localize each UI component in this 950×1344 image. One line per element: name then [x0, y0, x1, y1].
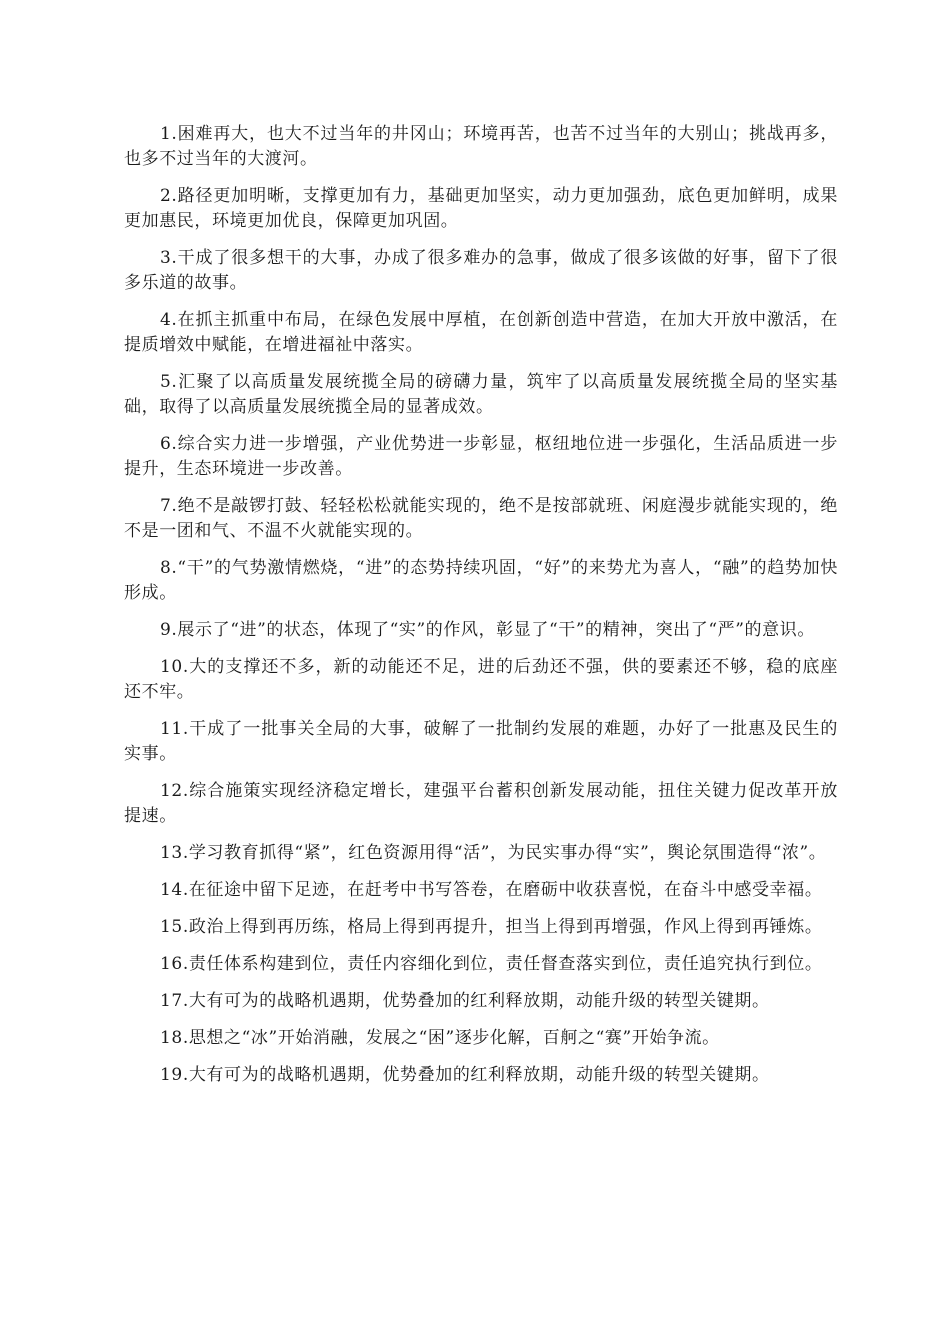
list-item: 7.绝不是敲锣打鼓、轻轻松松就能实现的，绝不是按部就班、闲庭漫步就能实现的，绝不是一团和气、不温不火就能实现的。: [124, 496, 838, 541]
list-item: 12.综合施策实现经济稳定增长，建强平台蓄积创新发展动能，扭住关键力促改革开放提速。: [124, 781, 838, 826]
list-item: 4.在抓主抓重中布局，在绿色发展中厚植，在创新创造中营造，在加大开放中激活，在提质增效中赋能，在增进福祉中落实。: [124, 310, 838, 355]
list-item: 16.责任体系构建到位，责任内容细化到位，责任督查落实到位，责任追究执行到位。: [160, 954, 823, 974]
list-item: 17.大有可为的战略机遇期，优势叠加的红利释放期，动能升级的转型关键期。: [160, 991, 770, 1011]
list-item: 19.大有可为的战略机遇期，优势叠加的红利释放期，动能升级的转型关键期。: [160, 1065, 770, 1085]
list-item: 8.“干”的气势激情燃烧，“进”的态势持续巩固，“好”的来势尤为喜人，“融”的趋势加快形成。: [124, 558, 838, 603]
list-item: 15.政治上得到再历练，格局上得到再提升，担当上得到再增强，作风上得到再锤炼。: [160, 917, 823, 937]
list-item: 6.综合实力进一步增强，产业优势进一步彰显，枢纽地位进一步强化，生活品质进一步提升，生态环境进一步改善。: [124, 434, 838, 479]
list-item: 1.困难再大，也大不过当年的井冈山；环境再苦，也苦不过当年的大别山；挑战再多，也多不过当年的大渡河。: [124, 124, 838, 169]
list-item: 11.干成了一批事关全局的大事，破解了一批制约发展的难题，办好了一批惠及民生的实事。: [124, 719, 838, 764]
list-item: 10.大的支撑还不多，新的动能还不足，进的后劲还不强，供的要素还不够，稳的底座还不牢。: [124, 657, 838, 702]
list-item: 13.学习教育抓得“紧”，红色资源用得“活”，为民实事办得“实”，舆论氛围造得“浓”。: [160, 843, 827, 863]
list-item: 9.展示了“进”的状态，体现了“实”的作风，彰显了“干”的精神，突出了“严”的意识。: [160, 620, 815, 640]
list-item: 18.思想之“冰”开始消融，发展之“困”逐步化解，百舸之“赛”开始争流。: [160, 1028, 720, 1048]
list-item: 3.干成了很多想干的大事，办成了很多难办的急事，做成了很多该做的好事，留下了很多乐道的故事。: [124, 248, 838, 293]
document-body: [124, 122, 838, 1100]
list-item: 14.在征途中留下足迹，在赶考中书写答卷，在磨砺中收获喜悦，在奋斗中感受幸福。: [160, 880, 823, 900]
list-item: 5.汇聚了以高质量发展统揽全局的磅礴力量，筑牢了以高质量发展统揽全局的坚实基础，取得了以高质量发展统揽全局的显著成效。: [124, 372, 838, 417]
list-item: 2.路径更加明晰，支撑更加有力，基础更加坚实，动力更加强劲，底色更加鲜明，成果更加惠民，环境更加优良，保障更加巩固。: [124, 186, 838, 231]
